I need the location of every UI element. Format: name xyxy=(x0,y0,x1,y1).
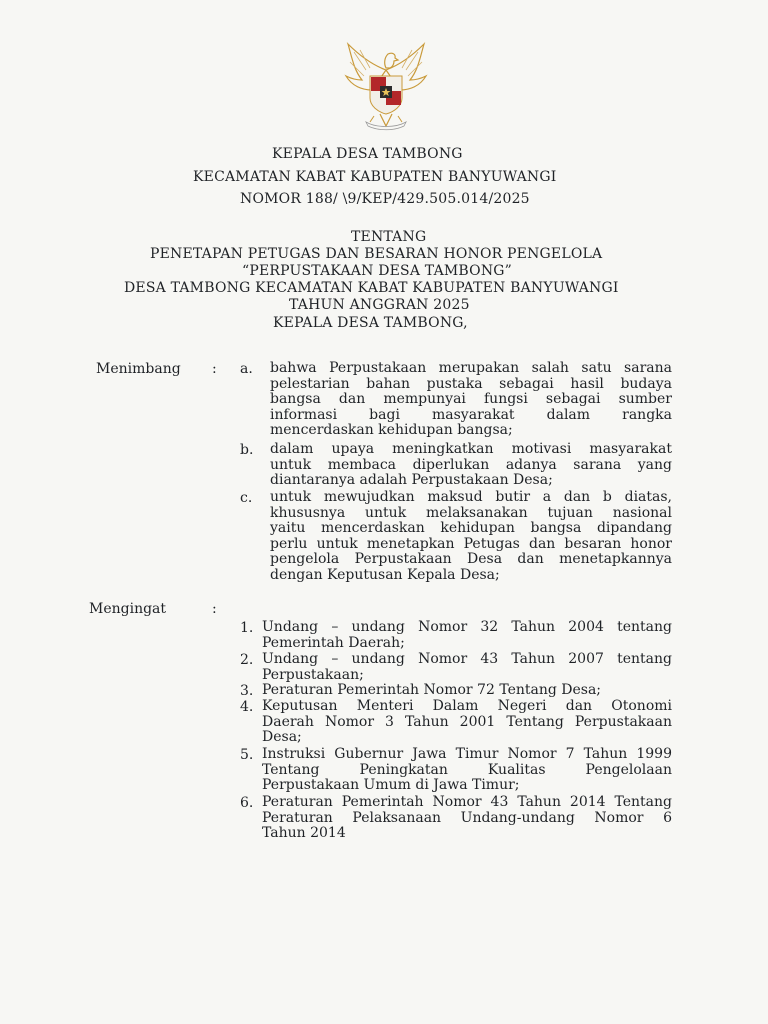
mengingat-item-5: Instruksi Gubernur Jawa Timur Nomor 7 Tahun 1999 Tentang Peningkatan Kualitas Pengelolaan Perpustakaan Umum di Jawa Timur; xyxy=(262,746,672,794)
menimbang-colon: : xyxy=(212,361,217,377)
mengingat-colon: : xyxy=(212,601,217,617)
mengingat-item-2: Undang – undang Nomor 43 Tahun 2007 tentang Perpustakaan; xyxy=(262,651,672,683)
menimbang-label: Menimbang xyxy=(96,361,181,377)
menimbang-item-a: bahwa Perpustakaan merupakan salah satu sarana pelestarian bahan pustaka sebagai hasil budaya bangsa dan mempunyai fungsi sebagai sumber informasi bagi masyarakat dalam rangka mencerdaskan kehidupan bangsa; xyxy=(270,360,672,439)
menimbang-item-b: dalam upaya meningkatkan motivasi masyarakat untuk membaca diperlukan adanya sarana yang diantaranya adalah Perpustakaan Desa; xyxy=(270,441,672,489)
header-line-1: KEPALA DESA TAMBONG xyxy=(272,146,463,162)
mengingat-item-3: Peraturan Pemerintah Nomor 72 Tentang Desa; xyxy=(262,682,602,698)
garuda-emblem xyxy=(340,40,432,132)
mengingat-label: Mengingat xyxy=(89,601,167,617)
title-line-5: KEPALA DESA TAMBONG, xyxy=(273,315,468,331)
mengingat-marker-4: 4. xyxy=(240,699,254,715)
menimbang-marker-a: a. xyxy=(240,361,253,377)
mengingat-marker-3: 3. xyxy=(240,683,254,699)
title-line-1: PENETAPAN PETUGAS DAN BESARAN HONOR PENGELOLA xyxy=(150,246,603,262)
mengingat-item-1: Undang – undang Nomor 32 Tahun 2004 tentang Pemerintah Daerah; xyxy=(262,619,672,651)
decree-number: NOMOR 188/ \9/KEP/429.505.014/2025 xyxy=(240,191,530,207)
mengingat-marker-1: 1. xyxy=(240,620,254,636)
tentang-label: TENTANG xyxy=(351,229,427,245)
title-line-4: TAHUN ANGGRAN 2025 xyxy=(289,297,470,313)
mengingat-item-6: Peraturan Pemerintah Nomor 43 Tahun 2014 Tentang Peraturan Pelaksanaan Undang-undang Nomor 6 Tahun 2014 xyxy=(262,794,672,842)
menimbang-marker-b: b. xyxy=(240,442,254,458)
title-line-2: “PERPUSTAKAAN DESA TAMBONG” xyxy=(242,263,513,279)
title-line-3: DESA TAMBONG KECAMATAN KABAT KABUPATEN BANYUWANGI xyxy=(124,280,619,296)
mengingat-marker-2: 2. xyxy=(240,652,254,668)
header-line-2: KECAMATAN KABAT KABUPATEN BANYUWANGI xyxy=(193,169,557,185)
mengingat-marker-6: 6. xyxy=(240,795,254,811)
menimbang-item-c: untuk mewujudkan maksud butir a dan b diatas, khususnya untuk melaksanakan tujuan nasional yaitu mencerdaskan kehidupan bangsa dipandang perlu untuk menetapkan Petugas dan besaran honor pengelola Perpustakaan Desa dan menetapkannya dengan Keputusan Kepala Desa; xyxy=(270,489,672,583)
menimbang-marker-c: c. xyxy=(240,490,253,506)
mengingat-item-4: Keputusan Menteri Dalam Negeri dan Otonomi Daerah Nomor 3 Tahun 2001 Tentang Perpustakaan Desa; xyxy=(262,698,672,746)
mengingat-marker-5: 5. xyxy=(240,747,254,763)
